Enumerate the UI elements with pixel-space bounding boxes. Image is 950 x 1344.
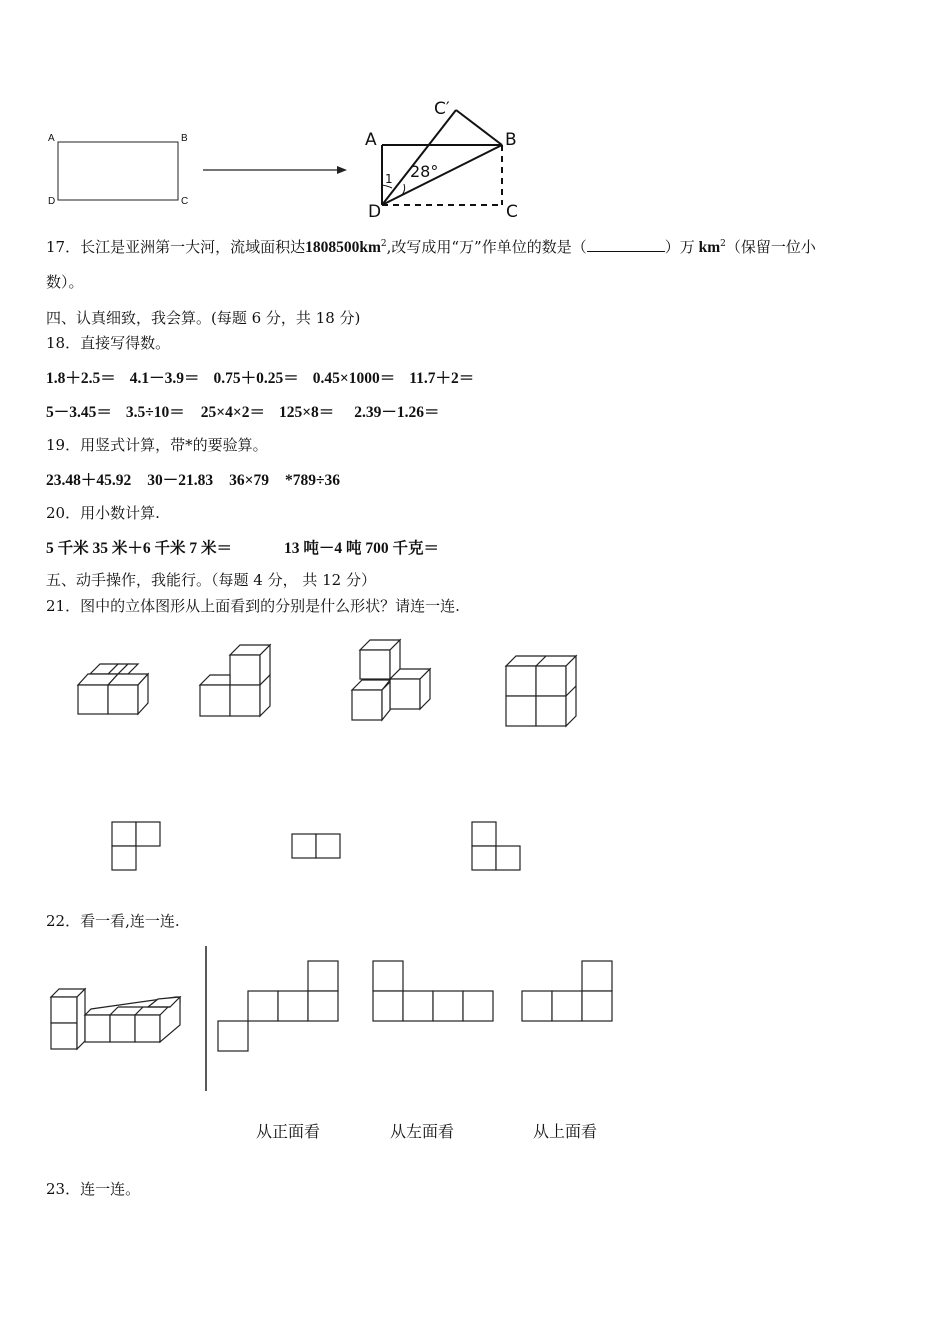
q22-view-a: [218, 961, 338, 1051]
q20-title: 20．用小数计算.: [46, 504, 160, 522]
q22-label-front: 从正面看: [256, 1122, 321, 1141]
rect-label-a: A: [48, 133, 55, 144]
q21-views: [100, 818, 580, 878]
q21-title: 21．图中的立体图形从上面看到的分别是什么形状？请连一连.: [46, 597, 460, 615]
fold-label-cprime: C′: [434, 99, 450, 119]
arrow-icon: [203, 160, 353, 180]
q17-text-c: ）万: [664, 238, 695, 256]
q18-r2-item: 25×4×2＝: [200, 404, 265, 421]
q22-divider: [204, 946, 208, 1091]
q17-answer-blank[interactable]: [587, 239, 665, 252]
fold-angle: 28°: [410, 162, 439, 181]
q21-view-2: [292, 834, 340, 858]
fold-label-b: B: [505, 130, 517, 150]
rectangle-svg: [46, 132, 196, 212]
q18-r1-item: 4.1－3.9＝: [129, 370, 200, 387]
q21-solids: [60, 630, 700, 740]
q22-view-c: [522, 961, 612, 1021]
rect-label-b: B: [181, 133, 188, 144]
q22-label-top: 从上面看: [533, 1122, 598, 1141]
q21-view-1: [112, 822, 160, 870]
q20-item: 5 千米 35 米＋6 千米 7 米＝: [46, 540, 233, 557]
q21-solid-4: [506, 656, 576, 726]
q22-solid: [46, 985, 206, 1065]
q22-view-b: [373, 961, 493, 1021]
q19-item: *789÷36: [285, 472, 341, 489]
rect-label-c: C: [181, 196, 189, 207]
q17-text-a: 17．长江是亚洲第一大河，流域面积达: [46, 238, 306, 256]
fold-label-d: D: [368, 202, 382, 222]
q18-r1-item: 1.8＋2.5＝: [46, 370, 116, 387]
q18-row1: [46, 366, 474, 388]
q18-r2-item: 2.39－1.26＝: [354, 404, 440, 421]
q18-r1-item: 0.45×1000＝: [312, 370, 396, 387]
q22-title: 22．看一看,连一连.: [46, 912, 180, 930]
q17-text-d: （保留一位小: [725, 238, 816, 256]
q21-view-3: [472, 822, 520, 870]
rect-label-d: D: [48, 196, 56, 207]
q18-row2: [46, 400, 440, 422]
q17-unit-sup: 2: [720, 239, 726, 249]
q22-label-left: 从左面看: [390, 1122, 455, 1141]
q17-text-b: ,改写成用“万”作单位的数是（: [386, 238, 587, 256]
q17-line2: 数）。: [46, 273, 84, 291]
q23-title: 23．连一连。: [46, 1180, 141, 1198]
q18-r2-item: 3.5÷10＝: [125, 404, 185, 421]
q17-unit: km: [698, 239, 721, 256]
q18-r1-item: 11.7＋2＝: [409, 370, 475, 387]
section4-title: 四、认真细致，我会算。(每题 6 分，共 18 分): [46, 309, 361, 327]
q17-sup: 2: [380, 239, 387, 249]
q17-num: 1808500km: [305, 239, 381, 256]
q17-line1: [46, 236, 816, 257]
q21-solid-1: [78, 664, 148, 714]
q18-r2-item: 125×8＝: [278, 404, 335, 421]
fold-label-c: C: [506, 202, 518, 222]
q18-r1-item: 0.75＋0.25＝: [213, 370, 299, 387]
fold-label-a: A: [365, 130, 377, 150]
q19-item: 30－21.83: [147, 472, 214, 489]
section5-title: 五、动手操作，我能行。（每题 4 分， 共 12 分）: [46, 571, 376, 589]
q20-items: [46, 536, 439, 558]
q21-solid-2: [200, 645, 270, 716]
q19-items: [46, 468, 340, 490]
fold-angle1: 1: [385, 172, 393, 186]
q19-title: 19．用竖式计算，带*的要验算。: [46, 436, 268, 454]
q22-views: [215, 958, 635, 1058]
q21-solid-3: [352, 640, 430, 720]
q18-title: 18．直接写得数。: [46, 334, 171, 352]
q20-item: 13 吨－4 吨 700 千克＝: [284, 540, 440, 557]
q18-r2-item: 5－3.45＝: [46, 404, 112, 421]
q19-item: 36×79: [229, 472, 269, 489]
q19-item: 23.48＋45.92: [46, 472, 132, 489]
